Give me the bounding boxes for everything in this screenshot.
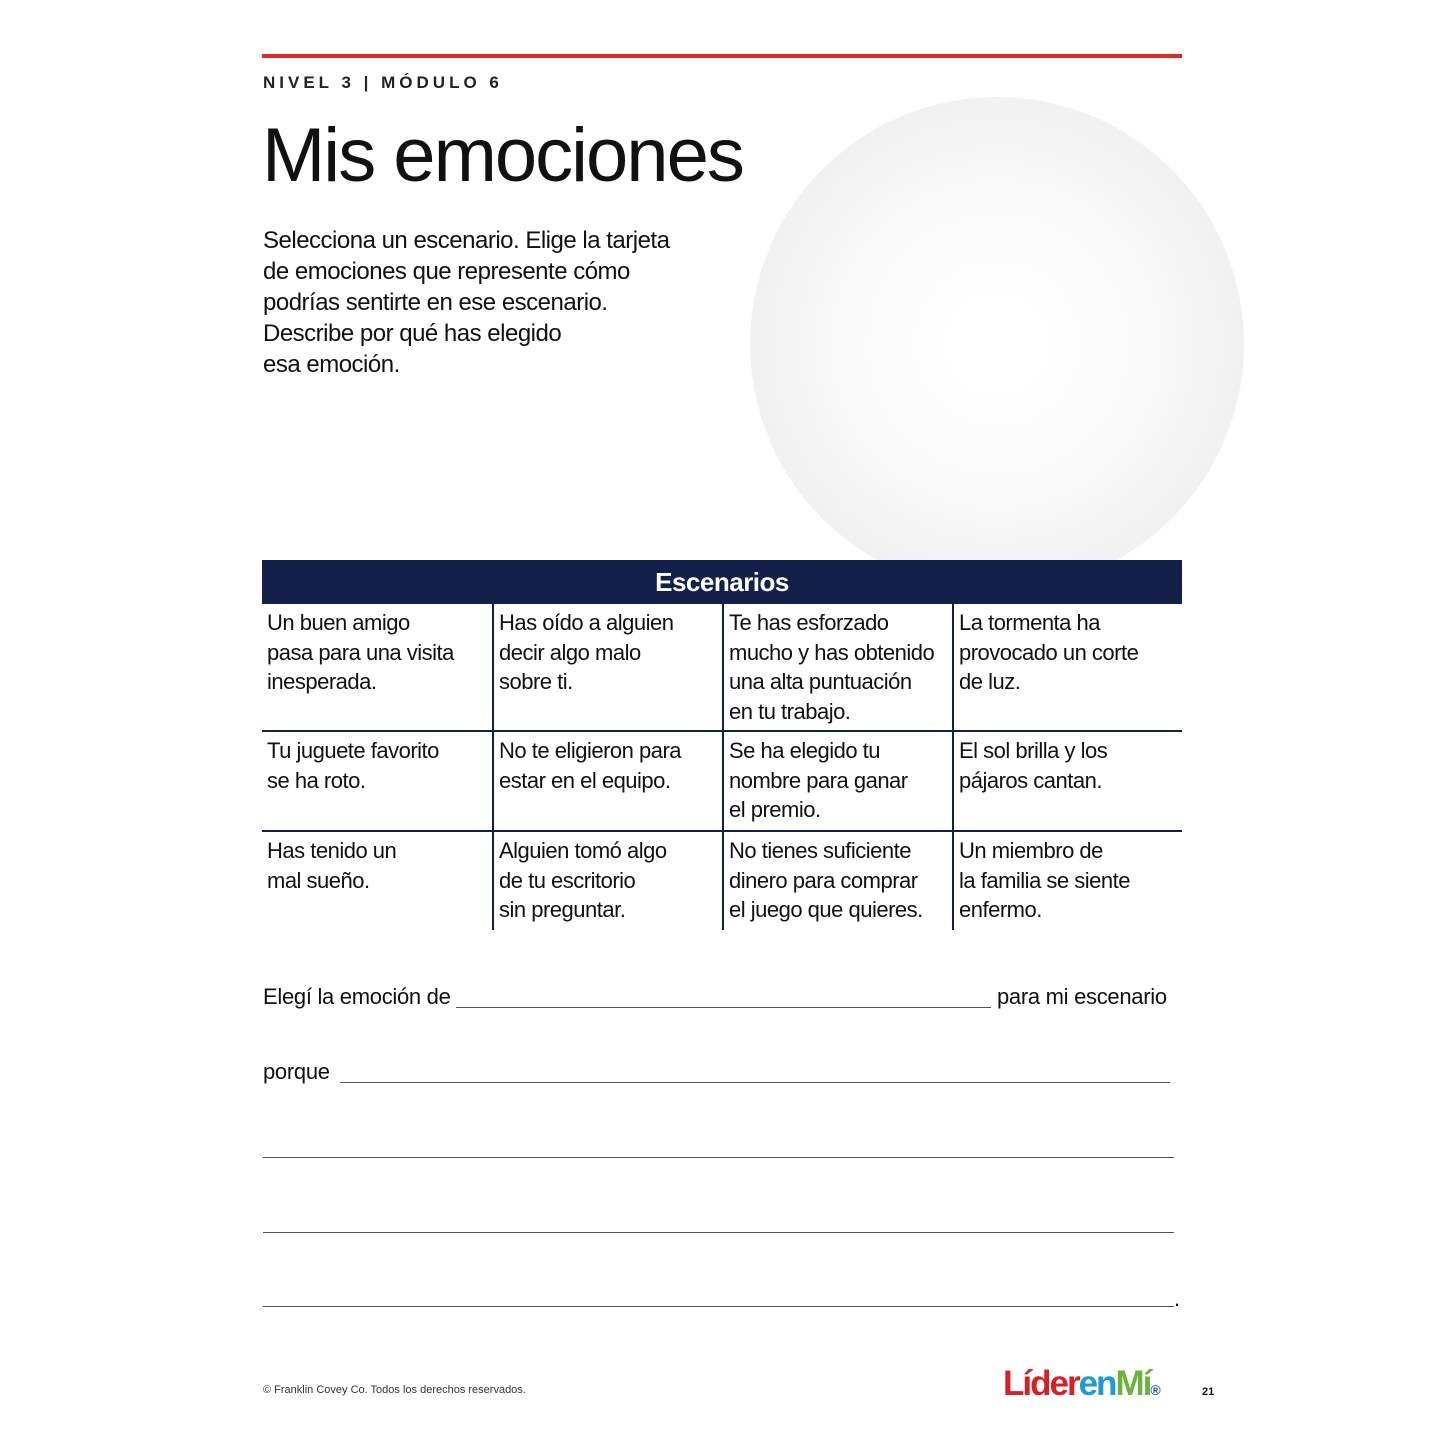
scenario-text: Un buen amigo pasa para una visita inesperada. — [267, 610, 454, 694]
scenario-text: Te has esforzado mucho y has obtenido una alta puntuación en tu trabajo. — [729, 610, 935, 724]
scenario-text: Se ha elegido tu nombre para ganar el premio. — [729, 738, 908, 822]
scenario-text: No tienes suficiente dinero para comprar el juego que quieres. — [729, 838, 923, 922]
level-module-label: NIVEL 3 | MÓDULO 6 — [263, 73, 503, 92]
emotion-card-placeholder-circle — [750, 97, 1244, 591]
table-row — [262, 832, 1182, 930]
scenario-cell[interactable] — [722, 732, 952, 830]
scenario-cell[interactable] — [952, 732, 1182, 830]
scenario-text: Has tenido un mal sueño. — [267, 838, 397, 893]
reason-answer-line[interactable] — [263, 1232, 1174, 1233]
scenario-cell[interactable] — [722, 832, 952, 930]
scenario-text: La tormenta ha provocado un corte de luz. — [959, 610, 1139, 694]
table-row — [262, 604, 1182, 732]
scenario-cell[interactable] — [262, 732, 492, 830]
leader-in-me-logo — [1003, 1364, 1159, 1404]
scenarios-table — [262, 560, 1182, 930]
emotion-prompt-end: para mi escenario — [997, 984, 1167, 1009]
page-title: Mis emociones — [262, 113, 743, 198]
emotion-answer-line[interactable] — [456, 1007, 991, 1008]
scenario-text: Un miembro de la familia se siente enfermo. — [959, 838, 1130, 922]
scenario-text: Tu juguete favorito se ha roto. — [267, 738, 439, 793]
table-row — [262, 732, 1182, 832]
scenario-cell[interactable] — [722, 604, 952, 730]
top-accent-rule — [262, 54, 1182, 58]
copyright-notice: © Franklin Covey Co. Todos los derechos reservados. — [263, 1384, 526, 1396]
scenario-cell[interactable] — [952, 604, 1182, 730]
scenario-text: No te eligieron para estar en el equipo. — [499, 738, 682, 793]
scenario-cell[interactable] — [262, 604, 492, 730]
scenario-cell[interactable] — [952, 832, 1182, 930]
logo-word-lider: Líder — [1003, 1364, 1079, 1403]
closing-period: . — [1174, 1286, 1180, 1311]
instructions-text: Selecciona un escenario. Elige la tarjeta de emociones que represente cómo podrías sentirte en ese escenario. Describe por qué has elegido esa emoción. — [263, 227, 670, 378]
scenario-cell[interactable] — [492, 832, 722, 930]
scenario-cell[interactable] — [262, 832, 492, 930]
reason-answer-line[interactable] — [340, 1082, 1170, 1083]
scenario-cell[interactable] — [492, 732, 722, 830]
scenario-text: El sol brilla y los pájaros cantan. — [959, 738, 1108, 793]
scenarios-table-heading: Escenarios — [262, 560, 1182, 604]
reason-answer-line[interactable] — [263, 1306, 1174, 1307]
scenario-cell[interactable] — [492, 604, 722, 730]
logo-word-mi: Mí — [1115, 1364, 1151, 1403]
logo-word-en: en — [1078, 1364, 1116, 1403]
page-number: 21 — [1202, 1386, 1215, 1398]
emotion-prompt-start: Elegí la emoción de — [263, 984, 451, 1009]
because-label: porque — [263, 1059, 330, 1084]
logo-registered-mark: ® — [1150, 1382, 1159, 1398]
reason-answer-line[interactable] — [263, 1157, 1174, 1158]
scenario-text: Has oído a alguien decir algo malo sobre ti. — [499, 610, 674, 694]
scenario-text: Alguien tomó algo de tu escritorio sin preguntar. — [499, 838, 667, 922]
